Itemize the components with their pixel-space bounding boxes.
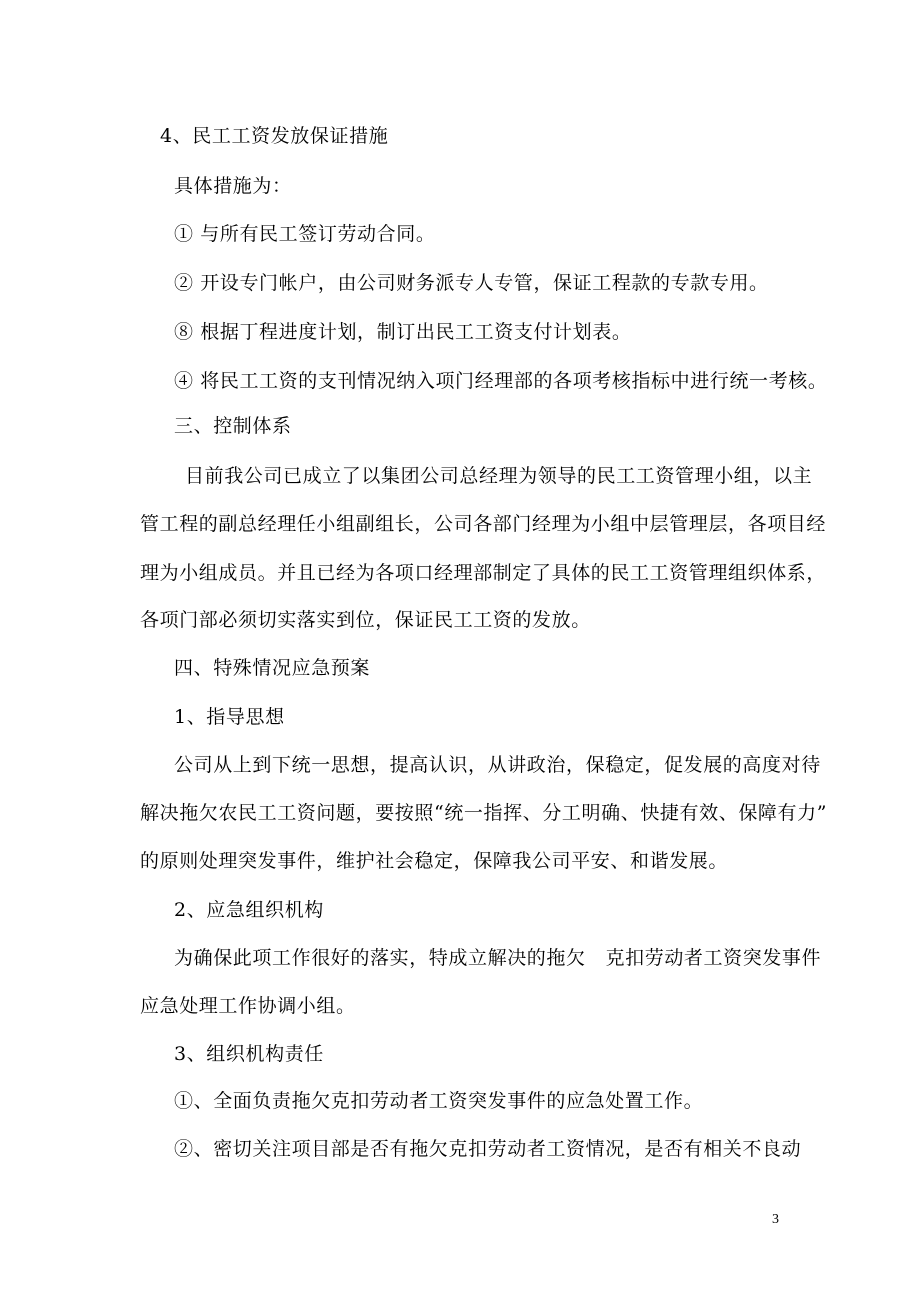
control-paragraph-line-4: 各项门部必须切实落实到位，保证民工工资的发放。	[140, 609, 591, 631]
responsibility-item-2: ②、密切关注项目部是否有拖欠克扣劳动者工资情况，是否有相关不良动	[174, 1138, 802, 1160]
measure-item-3: ⑧ 根据丁程进度计划，制订出民工工资支付计划表。	[174, 321, 632, 343]
page-number: 3	[772, 1212, 779, 1227]
measure-item-2: ② 开设专门帐户，由公司财务派专人专管，保证工程款的专款专用。	[174, 272, 769, 294]
heading-wage-guarantee-measures: 4、民工工资发放保证措施	[160, 125, 389, 147]
organization-paragraph-line-1: 为确保此项工作很好的落实，特成立解决的拖欠 克扣劳动者工资突发事件	[174, 947, 822, 969]
ideology-paragraph-line-3: 的原则处理突发事件，维护社会稳定，保障我公司平安、和谐发展。	[140, 850, 729, 872]
heading-control-system: 三、控制体系	[174, 415, 292, 437]
organization-paragraph-line-2: 应急处理工作协调小组。	[140, 995, 356, 1017]
measure-item-4: ④ 将民工工资的支刊情况纳入项门经理部的各项考核指标中进行统一考核。	[174, 370, 828, 392]
measure-item-1: ① 与所有民工签订劳动合同。	[174, 223, 436, 245]
ideology-paragraph-line-2: 解决拖欠农民工工资问题，要按照“统一指挥、分工明确、快捷有效、保障有力”	[140, 802, 828, 824]
control-paragraph-line-1: 目前我公司已成立了以集团公司总经理为领导的民工工资管理小组，以主	[185, 465, 813, 487]
heading-guiding-ideology: 1、指导思想	[174, 706, 285, 728]
heading-emergency-organization: 2、应急组织机构	[174, 899, 324, 921]
responsibility-item-1: ①、全面负责拖欠克扣劳动者工资突发事件的应急处置工作。	[174, 1090, 704, 1112]
measures-intro: 具体措施为：	[174, 175, 292, 197]
ideology-paragraph-line-1: 公司从上到下统一思想，提高认识，从讲政治，保稳定，促发展的高度对待	[174, 754, 821, 776]
heading-organization-responsibilities: 3、组织机构责任	[174, 1043, 324, 1065]
control-paragraph-line-3: 理为小组成员。并且已经为各项口经理部制定了具体的民工工资管理组织体系，	[140, 562, 827, 584]
heading-emergency-plan: 四、特殊情况应急预案	[174, 657, 371, 679]
control-paragraph-line-2: 管工程的副总经理任小组副组长，公司各部门经理为小组中层管理层，各项目经	[140, 513, 827, 535]
